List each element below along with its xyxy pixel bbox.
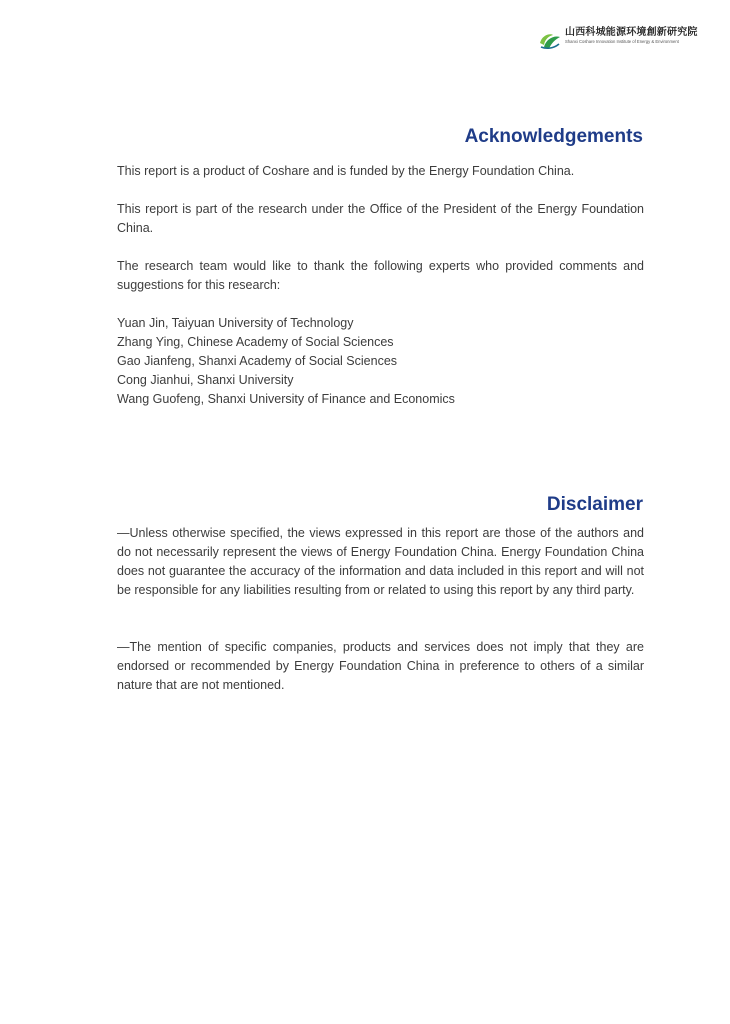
expert-item: Cong Jianhui, Shanxi University (117, 373, 294, 387)
disclaimer-paragraph-2: —The mention of specific companies, products and services does not imply that they are endorsed or recommended by Energy Foundation China in preference to others of a similar nature that are not mentioned. (117, 640, 644, 692)
institute-logo (538, 27, 703, 53)
logo-english-name: Shanxi Coshare Innovation Institute of Energy & Environment (565, 39, 679, 44)
expert-item: Yuan Jin, Taiyuan University of Technology (117, 316, 354, 330)
acknowledgements-paragraph-3: The research team would like to thank the following experts who provided comments and suggestions for this research: (117, 259, 644, 292)
expert-item: Zhang Ying, Chinese Academy of Social Sciences (117, 335, 394, 349)
expert-item: Gao Jianfeng, Shanxi Academy of Social Sciences (117, 354, 398, 368)
expert-item: Wang Guofeng, Shanxi University of Finance and Economics (117, 392, 455, 406)
acknowledgements-paragraph-2: This report is part of the research under the Office of the President of the Energy Foundation China. (117, 202, 644, 235)
logo-chinese-name: 山西科城能源环境創新研究院 (565, 27, 698, 38)
experts-list (117, 314, 644, 409)
acknowledgements-paragraph-1: This report is a product of Coshare and is funded by the Energy Foundation China. (117, 164, 575, 178)
leaf-logo-icon (538, 27, 562, 51)
disclaimer-heading: Disclaimer (546, 494, 643, 515)
disclaimer-paragraph-1: —Unless otherwise specified, the views expressed in this report are those of the authors and do not necessarily represent the views of Energy Foundation China. Energy Foundation China does not guarantee the accuracy of the information and data included in this report and will not be responsible for any liabilities resulting from or related to using this report by any third party. (117, 526, 644, 597)
acknowledgements-heading: Acknowledgements (464, 126, 643, 147)
